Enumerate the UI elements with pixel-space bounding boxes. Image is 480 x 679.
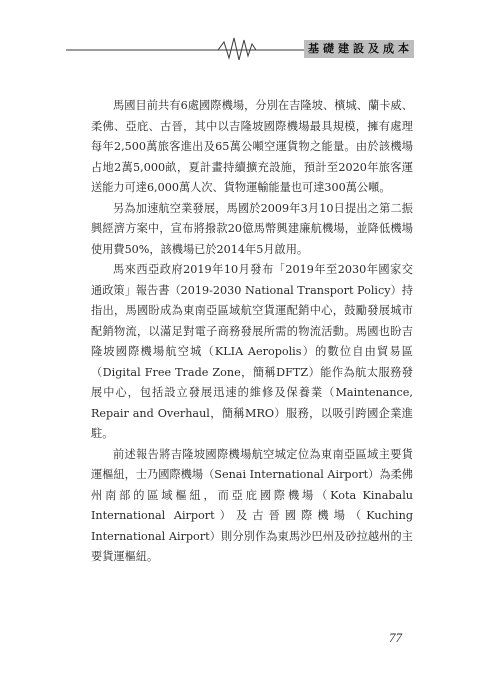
body-text bbox=[91, 96, 413, 568]
paragraph-cargo-hubs: 前述報告將吉隆坡國際機場航空城定位為東南亞區域主要貨運樞紐，士乃國際機場（Senai International Airport）為柔佛州南部的區域樞紐，而亞庇國際機場（Kota Kinabalu International Airport）及古晉國際機場（Kuching International Airport）則分別作為東馬沙巴州及砂拉越州的主要貨運樞紐。 bbox=[91, 447, 413, 563]
paragraph-airports: 馬國目前共有6處國際機場，分別在吉隆坡、檳城、蘭卡威、柔佛、亞庇、古晉，其中以吉隆坡國際機場最具規模，擁有處理每年2,500萬旅客進出及65萬公噸空運貨物之能量。由於該機場占地2萬5,000畝，夏計畫持續擴充設施，預計至2020年旅客運送能力可達6,000萬人次、貨物運輸能量也可達300萬公噸。 bbox=[91, 99, 413, 194]
paragraph-low-cost-terminal: 另為加速航空業發展，馬國於2009年3月10日提出之第二振興經濟方案中，宣布將撥款20億馬幣興建廉航機場，並降低機場使用費50%，該機場已於2014年5月啟用。 bbox=[91, 201, 413, 256]
page-header bbox=[0, 0, 480, 60]
section-title: 基礎建設及成本 bbox=[308, 42, 413, 55]
paragraph-transport-policy: 馬來西亞政府2019年10月發布「2019年至2030年國家交通政策」報告書（2019-2030 National Transport Policy）持指出，馬國盼成為東南亞區域航空貨運配銷中心，鼓勵發展城市配銷物流，以滿足對電子商務發展所需的物流活動。馬國也盼吉隆坡國際機場航空城（KLIA Aeropolis）的數位自由貿易區（Digital Free Trade Zone，簡稱DFTZ）能作為航太服務發展中心，包括設立發展迅速的維修及保養業（Maintenance, Repair and Overhaul，簡稱MRO）服務，以吸引跨國企業進駐。 bbox=[91, 263, 413, 440]
page-number: 77 bbox=[389, 630, 402, 645]
